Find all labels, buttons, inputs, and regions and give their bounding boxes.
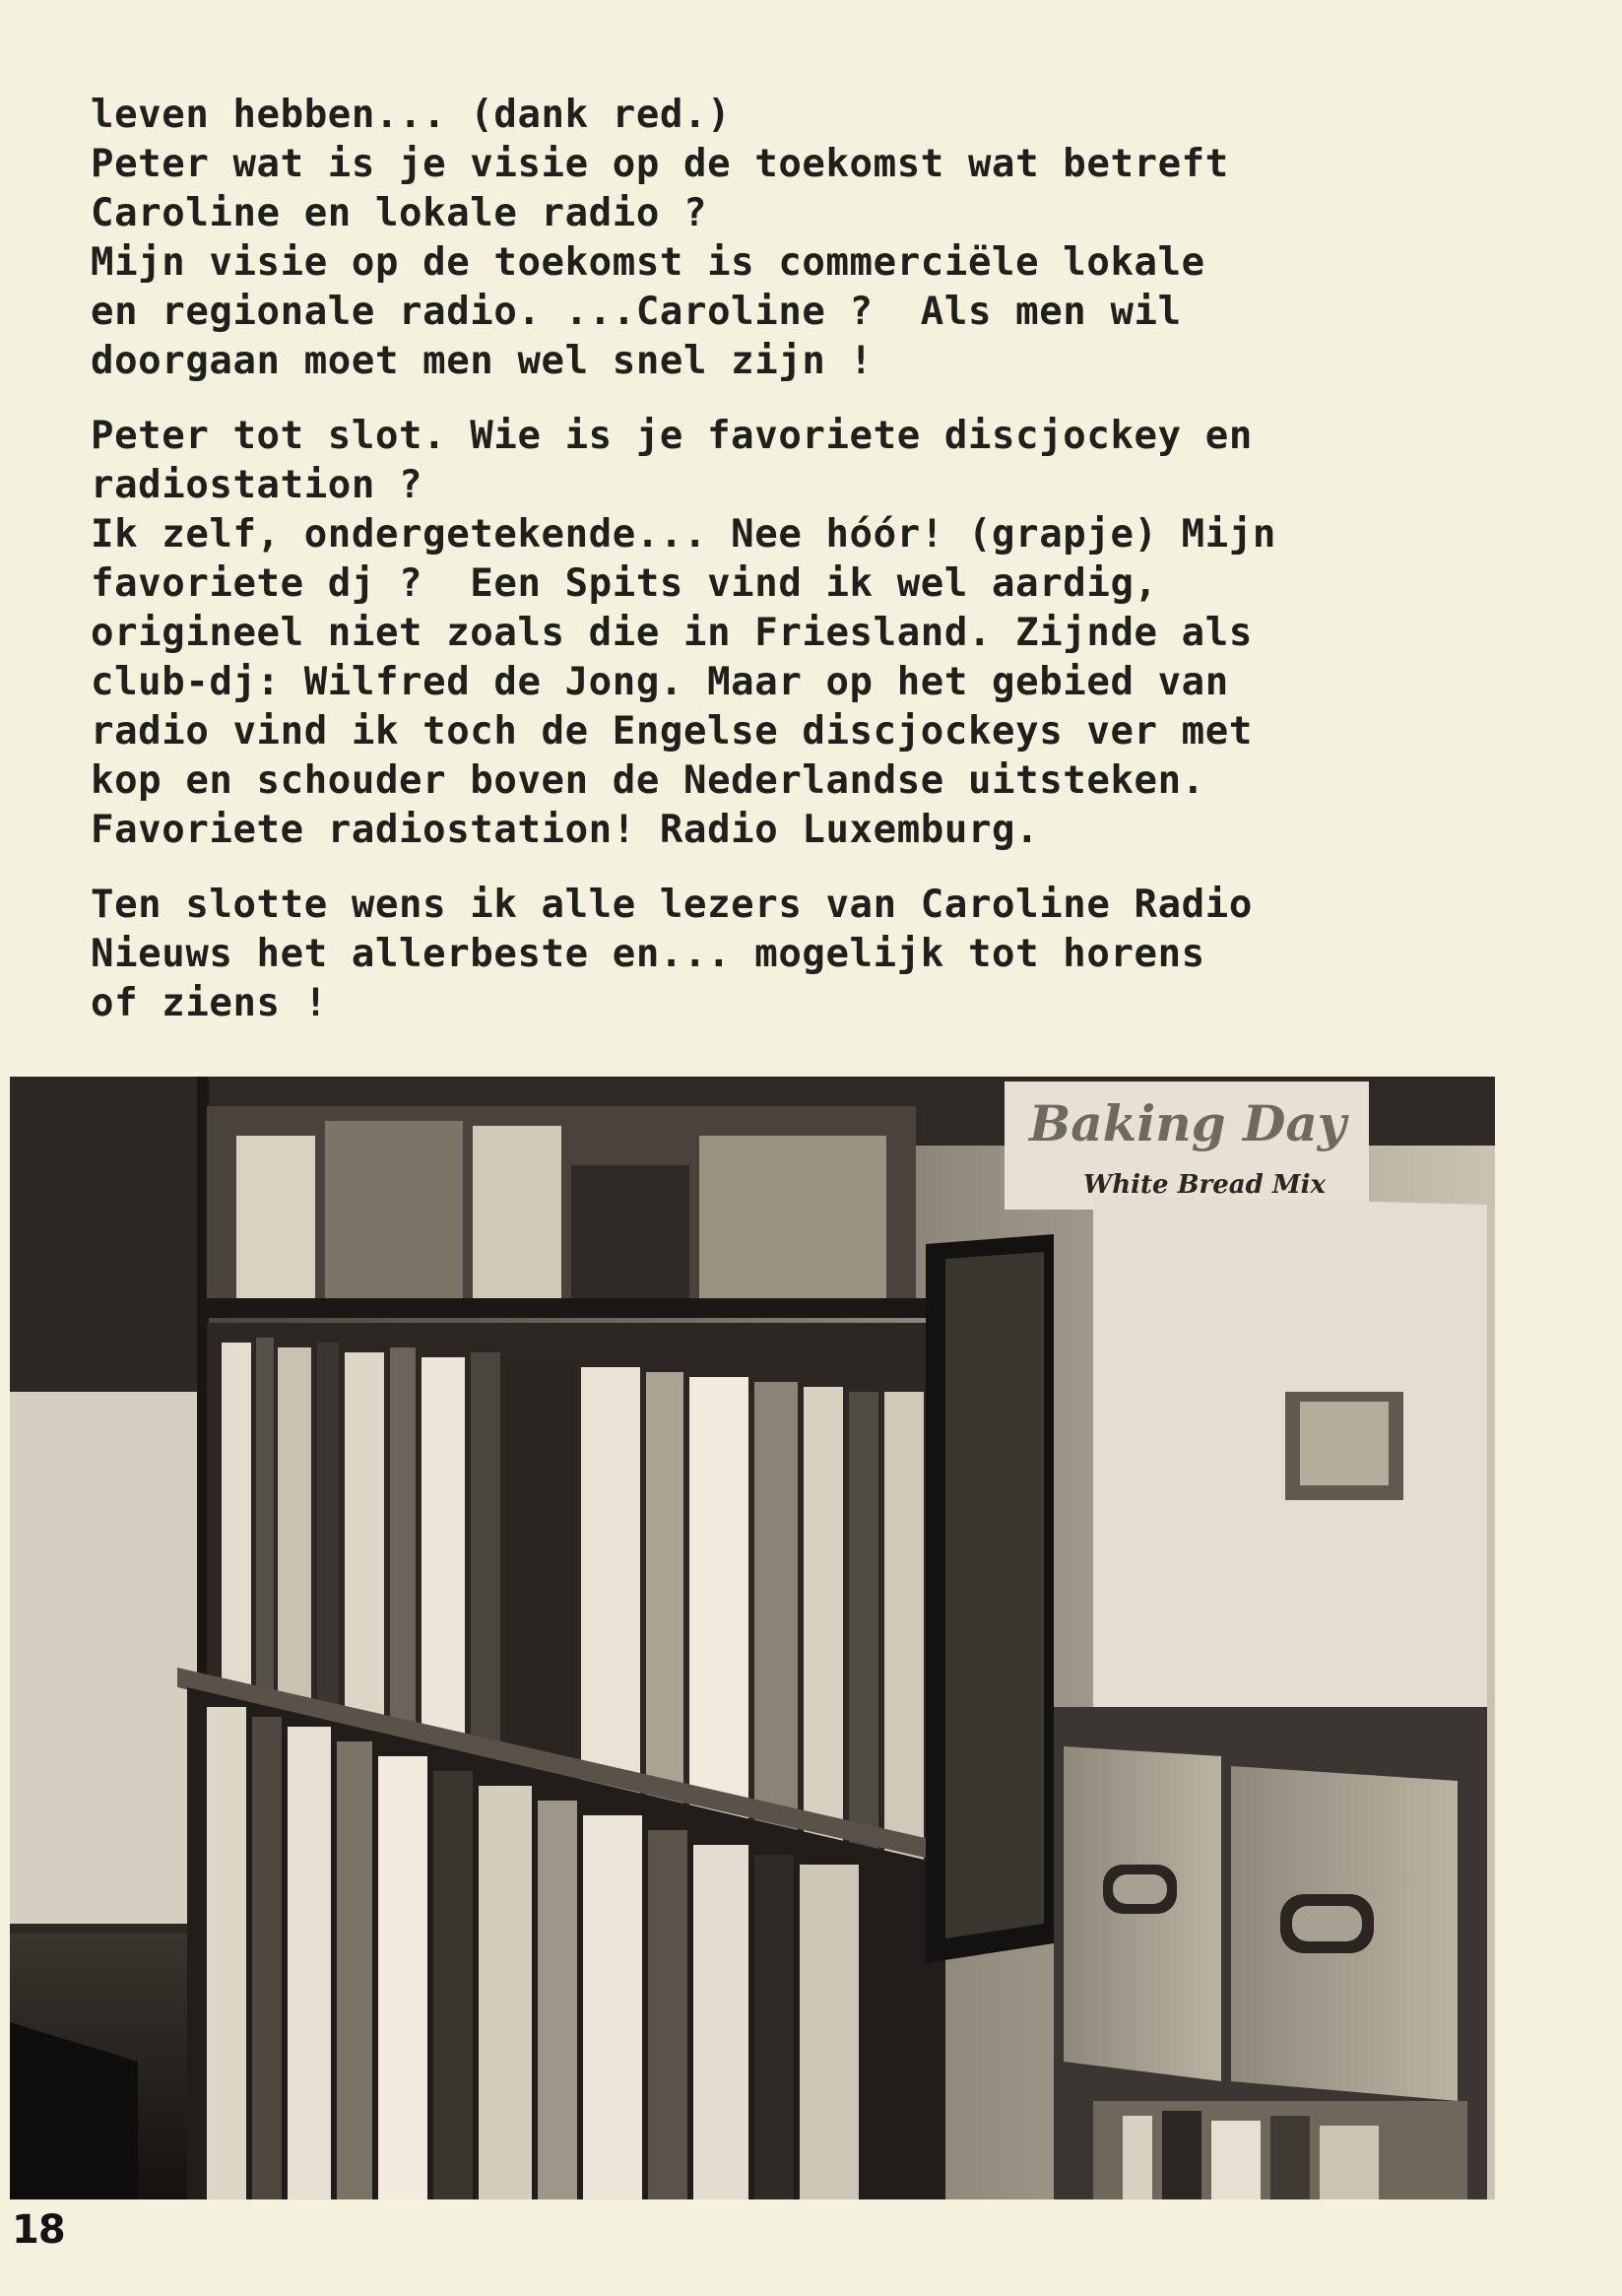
text-line: Favoriete radiostation! Radio Luxemburg. <box>91 808 1040 852</box>
text-line: en regionale radio. ...Caroline ? Als men wil <box>91 290 1182 334</box>
sign-title: Baking Day <box>1029 1094 1346 1152</box>
text-line: origineel niet zoals die in Friesland. Zijnde als <box>91 611 1253 655</box>
text-line: radiostation ? <box>91 463 423 507</box>
filing-cabinet <box>1054 1707 1487 2199</box>
paragraph-favorite-dj <box>91 412 1489 855</box>
text-line: favoriete dj ? Een Spits vind ik wel aardig, <box>91 561 1158 606</box>
text-line: Nieuws het allerbeste en... mogelijk tot horens <box>91 932 1205 976</box>
text-line: radio vind ik toch de Engelse discjockeys ver met <box>91 709 1253 754</box>
text-line: leven hebben... (dank red.) <box>91 93 732 137</box>
text-line: of ziens ! <box>91 981 328 1025</box>
article-text <box>91 91 1489 1054</box>
text-line: Caroline en lokale radio ? <box>91 191 708 235</box>
text-line: doorgaan moet men wel snel zijn ! <box>91 339 874 383</box>
text-line: kop en schouder boven de Nederlandse uitsteken. <box>91 758 1205 803</box>
sign-subtitle: White Bread Mix <box>1083 1170 1327 1200</box>
record-shop-photo <box>10 1077 1495 2199</box>
text-line: Ik zelf, ondergetekende... Nee hóór! (grapje) Mijn <box>91 512 1276 557</box>
text-line: Peter wat is je visie op de toekomst wat betreft <box>91 142 1229 186</box>
text-line: Peter tot slot. Wie is je favoriete discjockey en <box>91 414 1253 458</box>
paragraph-future-vision <box>91 91 1489 386</box>
page-number: 18 <box>12 2207 65 2253</box>
text-line: Ten slotte wens ik alle lezers van Caroline Radio <box>91 883 1253 927</box>
paragraph-closing <box>91 881 1489 1028</box>
text-line: Mijn visie op de toekomst is commerciële lokale <box>91 240 1205 285</box>
text-line: club-dj: Wilfred de Jong. Maar op het gebied van <box>91 660 1229 704</box>
record-shop-photo-drawing <box>10 1077 1495 2199</box>
